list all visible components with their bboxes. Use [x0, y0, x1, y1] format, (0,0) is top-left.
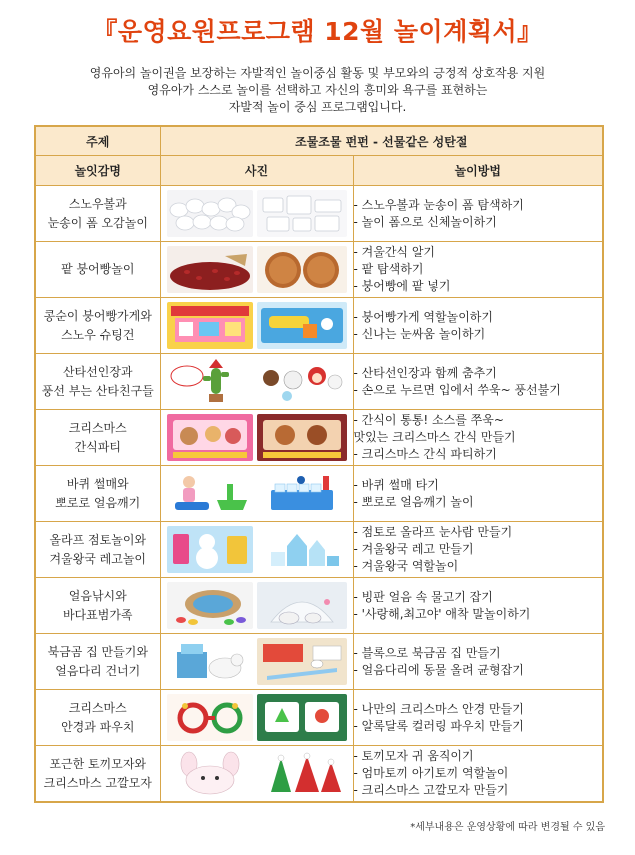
- play-method: - 산타선인장과 함께 춤추기 - 손으로 누르면 입에서 쑤욱~ 풍선불기: [353, 354, 603, 410]
- table-row: [35, 690, 603, 746]
- theme-row: [35, 126, 603, 156]
- olaf-clay-photo: [167, 526, 253, 573]
- table-row: [35, 410, 603, 466]
- play-method: - 스노우볼과 눈송이 폼 탐색하기 - 놀이 폼으로 신체놀이하기: [353, 186, 603, 242]
- play-method: - 간식이 통통! 소스를 쭈욱~ 맛있는 크리스마스 간식 만들기 - 크리스마스 간식 파티하기: [353, 410, 603, 466]
- frozen-lego-photo: [257, 526, 347, 573]
- table-row: [35, 466, 603, 522]
- table-row: [35, 298, 603, 354]
- toy-photo: [160, 354, 353, 410]
- toy-name: 크리스마스 안경과 파우치: [35, 690, 160, 746]
- snack-set-photo: [167, 414, 253, 461]
- toy-photo: [160, 690, 353, 746]
- fish-bread-photo: [257, 246, 347, 293]
- party-hat-photo: [257, 750, 347, 797]
- play-method: - 점토로 올라프 눈사람 만들기 - 겨울왕국 레고 만들기 - 겨울왕국 역할놀이: [353, 522, 603, 578]
- toy-name: 산타선인장과 풍선 부는 산타친구들: [35, 354, 160, 410]
- toy-name: 콩순이 붕어빵가게와 스노우 슈팅건: [35, 298, 160, 354]
- play-method: - 바퀴 썰매 타기 - 뽀로로 얼음깨기 놀이: [353, 466, 603, 522]
- christmas-glasses-photo: [167, 694, 253, 741]
- santa-cactus-photo: [167, 358, 253, 405]
- ice-bridge-photo: [257, 638, 347, 685]
- polar-bear-house-photo: [167, 638, 253, 685]
- toy-name: 팥 붕어빵놀이: [35, 242, 160, 298]
- toy-name: 크리스마스 간식파티: [35, 410, 160, 466]
- col-header-toy: 놀잇감명: [35, 156, 160, 186]
- toy-photo: [160, 410, 353, 466]
- snow-shooting-gun-photo: [257, 302, 347, 349]
- table-row: [35, 522, 603, 578]
- intro-text: [0, 65, 635, 116]
- fish-bread-shop-photo: [167, 302, 253, 349]
- toy-name: 올라프 점토놀이와 겨울왕국 레고놀이: [35, 522, 160, 578]
- play-method: - 겨울간식 알기 - 팥 탐색하기 - 붕어빵에 팥 넣기: [353, 242, 603, 298]
- toy-photo: [160, 578, 353, 634]
- toy-name: 북금곰 집 만들기와 얼음다리 건너기: [35, 634, 160, 690]
- play-method: - 토끼모자 귀 움직이기 - 엄마토끼 아기토끼 역할놀이 - 크리스마스 고깔모자 만들기: [353, 746, 603, 803]
- table-row: [35, 634, 603, 690]
- intro-line: 자발적 놀이 중심 프로그램입니다.: [228, 100, 407, 114]
- red-bean-photo: [167, 246, 253, 293]
- play-method: - 나만의 크리스마스 안경 만들기 - 알록달록 컬러링 파우치 만들기: [353, 690, 603, 746]
- toy-photo: [160, 634, 353, 690]
- page-title: 『운영요원프로그램 12월 놀이계획서』: [92, 17, 543, 46]
- toy-photo: [160, 522, 353, 578]
- col-header-method: 놀이방법: [353, 156, 603, 186]
- toy-photo: [160, 466, 353, 522]
- seal-family-photo: [257, 582, 347, 629]
- table-row: [35, 242, 603, 298]
- snowball-photo: [167, 190, 253, 237]
- bunny-hat-photo: [167, 750, 253, 797]
- intro-line: 영유아의 놀이권을 보장하는 자발적인 놀이중심 활동 및 부모와의 긍정적 상호작용 지원: [89, 66, 546, 80]
- wheel-sled-photo: [167, 470, 253, 517]
- table-row: [35, 746, 603, 803]
- play-method: - 블록으로 북금곰 집 만들기 - 얼음다리에 동물 올려 균형잡기: [353, 634, 603, 690]
- toy-photo: [160, 298, 353, 354]
- table-row: [35, 354, 603, 410]
- toy-name: 스노우볼과 눈송이 폼 오감놀이: [35, 186, 160, 242]
- toy-photo: [160, 746, 353, 803]
- snow-foam-photo: [257, 190, 347, 237]
- toy-name: 얼음낚시와 바다표범가족: [35, 578, 160, 634]
- play-plan-table: [34, 125, 604, 803]
- ice-fishing-photo: [167, 582, 253, 629]
- toy-photo: [160, 186, 353, 242]
- coloring-pouch-photo: [257, 694, 347, 741]
- table-row: [35, 578, 603, 634]
- toy-name: 바퀴 썰매와 뽀로로 얼음깨기: [35, 466, 160, 522]
- table-row: [35, 186, 603, 242]
- theme-label: 주제: [35, 126, 160, 156]
- toy-photo: [160, 242, 353, 298]
- column-header-row: [35, 156, 603, 186]
- balloon-santa-photo: [257, 358, 347, 405]
- intro-line: 영유아가 스스로 놀이를 선택하고 자신의 흥미와 욕구를 표현하는: [147, 83, 488, 97]
- toy-name: 포근한 토끼모자와 크리스마스 고깔모자: [35, 746, 160, 803]
- play-method: - 붕어빵가게 역할놀이하기 - 신나는 눈싸움 놀이하기: [353, 298, 603, 354]
- theme-value: 조물조물 펀펀 - 선물같은 성탄절: [160, 126, 603, 156]
- ice-break-photo: [257, 470, 347, 517]
- snack-party-photo: [257, 414, 347, 461]
- col-header-photo: 사진: [160, 156, 353, 186]
- play-method: - 빙판 얼음 속 물고기 잡기 - '사랑해,최고야' 애착 말놀이하기: [353, 578, 603, 634]
- footnote: *세부내용은 운영상황에 따라 변경될 수 있음: [410, 822, 605, 833]
